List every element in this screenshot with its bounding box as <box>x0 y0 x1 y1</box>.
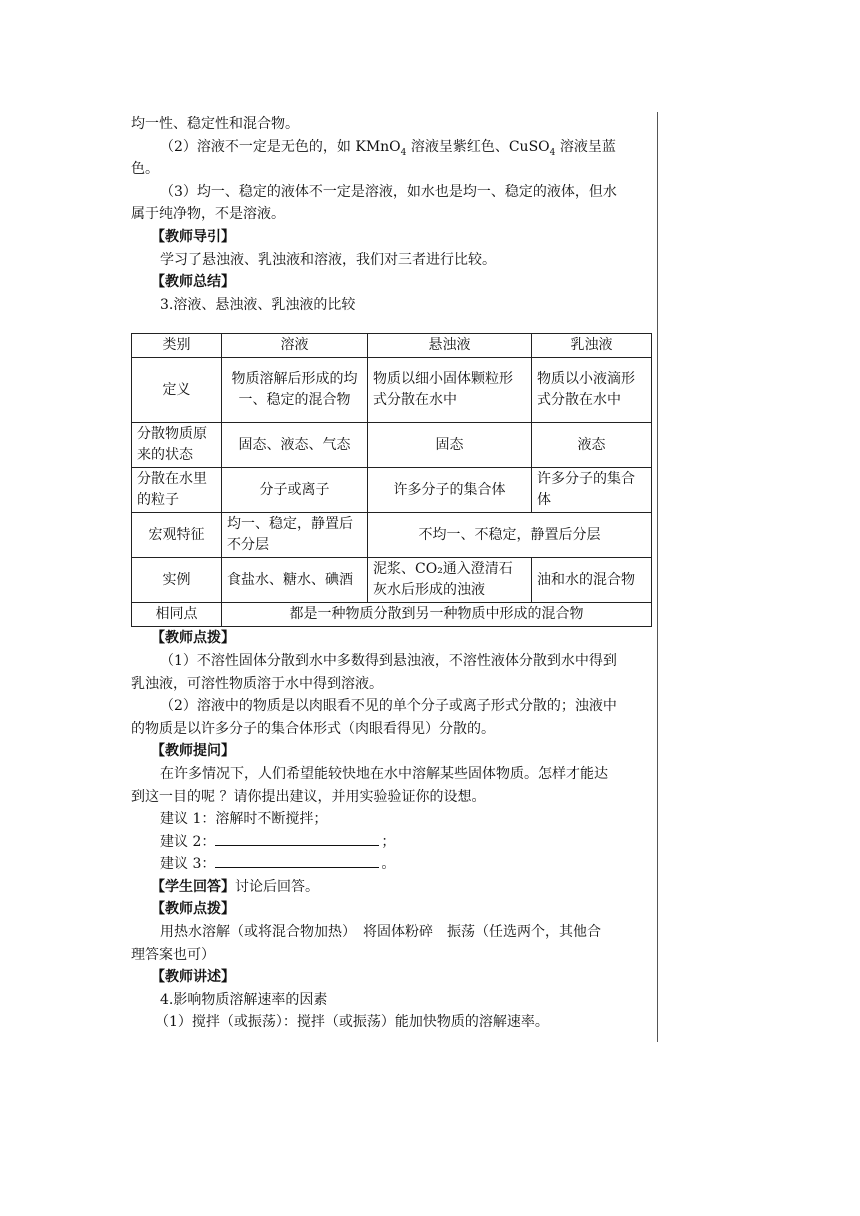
row-label: 实例 <box>132 558 222 603</box>
table-cell: 泥浆、CO₂通入澄清石灰水后形成的浊液 <box>368 558 532 603</box>
subsection-title: 4.影响物质溶解速率的因素 <box>160 991 328 1008</box>
text-line: 的物质是以许多分子的集合体形式（肉眼看得见）分散的。 <box>131 720 495 737</box>
table-row <box>132 603 652 627</box>
table-caption: 3.溶液、悬浊液、乳浊液的比较 <box>160 296 356 313</box>
suggestion-line <box>131 853 651 876</box>
row-label: 分散在水里的粒子 <box>132 468 222 513</box>
header-cell: 乳浊液 <box>532 334 652 358</box>
answer-blank[interactable] <box>215 831 379 846</box>
row-label: 分散物质原来的状态 <box>132 423 222 468</box>
text-line: （3）均一、稳定的液体不一定是溶液，如水也是均一、稳定的液体，但水 <box>160 183 617 200</box>
text-line: 学习了悬浊液、乳浊液和溶液，我们对三者进行比较。 <box>160 251 496 268</box>
row-label: 相同点 <box>132 603 222 627</box>
table-cell: 许多分子的集合体 <box>368 468 532 513</box>
header-cell: 溶液 <box>222 334 368 358</box>
table-cell: 油和水的混合物 <box>532 558 652 603</box>
section-heading: 【教师点拨】 <box>151 901 235 918</box>
text-line: 在许多情况下，人们希望能较快地在水中溶解某些固体物质。怎样才能达 <box>160 765 608 782</box>
table-row <box>132 423 652 468</box>
text-line: 到这一目的呢 ？请你提出建议，并用实验验证你的设想。 <box>131 788 486 805</box>
suggestion-label: 建议 2： <box>160 833 216 850</box>
table-row <box>132 513 652 558</box>
header-cell: 类别 <box>132 334 222 358</box>
section-bottom <box>131 627 651 1034</box>
table-row <box>132 468 652 513</box>
text-line: 理答案也可） <box>131 946 215 963</box>
suggestion-punct: 。 <box>381 856 396 873</box>
table-cell: 物质溶解后形成的均一、稳定的混合物 <box>222 358 368 423</box>
table-cell: 都是一种物质分散到另一种物质中形成的混合物 <box>222 603 652 627</box>
section-heading: 【教师导引】 <box>151 228 235 245</box>
suggestion-line <box>131 831 651 854</box>
table-cell: 分子或离子 <box>222 468 368 513</box>
text-line: （1）搅拌（或振荡）：搅拌（或振荡）能加快物质的溶解速率。 <box>155 1014 549 1031</box>
table-cell: 物质以小液滴形式分散在水中 <box>532 358 652 423</box>
section-top <box>131 113 651 316</box>
section-heading: 【教师点拨】 <box>151 630 235 647</box>
table-row <box>132 358 652 423</box>
section-heading: 【教师提问】 <box>151 743 235 760</box>
table-cell: 固态 <box>368 423 532 468</box>
text-line: （1）不溶性固体分散到水中多数得到悬浊液，不溶性液体分散到水中得到 <box>160 652 617 669</box>
text-line: 属于纯净物，不是溶液。 <box>131 206 285 223</box>
section-heading: 【教师总结】 <box>151 274 235 291</box>
table-cell: 不均一、不稳定，静置后分层 <box>368 513 652 558</box>
table-cell: 许多分子的集合体 <box>532 468 652 513</box>
table-cell: 食盐水、糖水、碘酒 <box>222 558 368 603</box>
row-label: 定义 <box>132 358 222 423</box>
text-line: 均一性、稳定性和混合物。 <box>131 116 299 132</box>
student-answer-line: 【学生回答】讨论后回答。 <box>151 878 319 895</box>
comparison-table <box>131 333 652 627</box>
text-line: （2）溶液中的物质是以肉眼看不见的单个分子或离子形式分散的；浊液中 <box>160 698 617 715</box>
margin-rule <box>657 112 658 1042</box>
table-cell: 固态、液态、气态 <box>222 423 368 468</box>
section-heading: 【教师讲述】 <box>151 969 235 986</box>
document-body <box>131 113 651 1034</box>
text-line: 用热水溶解（或将混合物加热） 将固体粉碎 振荡（任选两个，其他合 <box>160 924 601 941</box>
header-cell: 悬浊液 <box>368 334 532 358</box>
text-line: 色。 <box>131 161 159 178</box>
table-row <box>132 558 652 603</box>
table-cell: 物质以细小固体颗粒形式分散在水中 <box>368 358 532 423</box>
answer-blank[interactable] <box>215 853 379 868</box>
suggestion-label: 建议 3： <box>160 856 216 873</box>
table-cell: 均一、稳定，静置后不分层 <box>222 513 368 558</box>
text-line: 建议 1：溶解时不断搅拌； <box>160 811 328 828</box>
table-header-row <box>132 334 652 358</box>
row-label: 宏观特征 <box>132 513 222 558</box>
table-cell: 液态 <box>532 423 652 468</box>
text-line-kmno4: （2）溶液不一定是无色的，如 KMnO$_4$ 溶液呈紫红色、CuSO$_4$ 溶液呈蓝 <box>160 138 616 158</box>
suggestion-punct: ； <box>381 833 396 850</box>
text-line: 乳浊液，可溶性物质溶于水中得到溶液。 <box>131 675 383 692</box>
